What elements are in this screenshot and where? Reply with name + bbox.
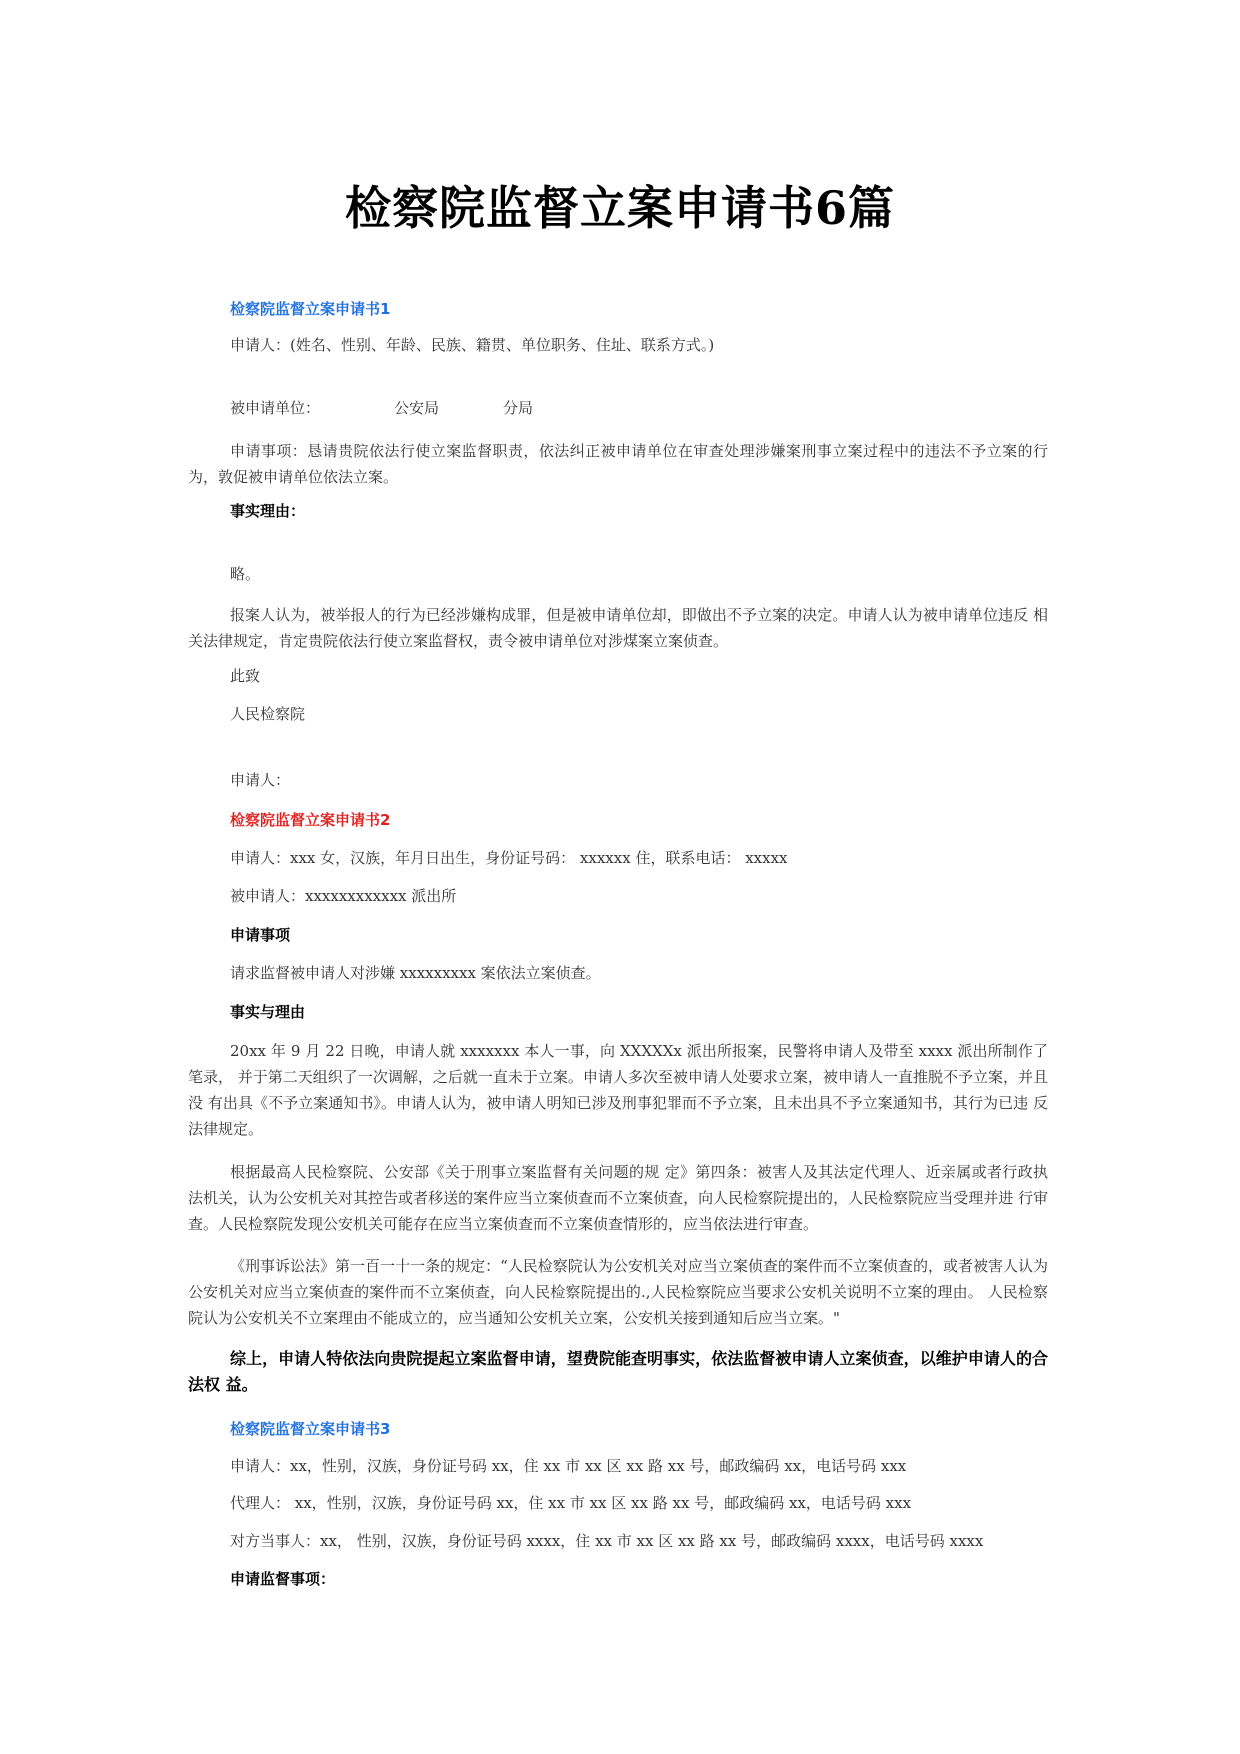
section-3-opposing: 对方当事人：xx， 性别，汉族，身份证号码 xxxx，住 xx 市 xx 区 xx 路 xx 号，邮政编码 xxxx，电话号码 xxxx bbox=[230, 1532, 984, 1550]
respondent-label: 被申请单位： bbox=[230, 399, 321, 417]
section-2-facts-heading: 事实与理由 bbox=[230, 1003, 306, 1021]
section-2-para-3: 《刑事诉讼法》第一百一十一条的规定：“人民检察院认为公安机关对应当立案侦查的案件而不立案侦查的，或者被害人认为公安机关对应当立案侦查的案件而不立案侦查，向人民检察院提出的.,人民检察院应当要求公安机关说明不立案的理由。 人民检察院认为公安机关不立案理由不能成立的，应当通知公安机关立案，公安机关接到通知后应当立案。" bbox=[188, 1257, 1048, 1327]
section-1-closing-1: 此致 bbox=[230, 667, 261, 685]
section-1-facts-brief: 略。 bbox=[230, 565, 261, 583]
section-3-agent: 代理人： xx，性别，汉族，身份证号码 xx，住 xx 市 xx 区 xx 路 xx 号，邮政编码 xx，电话号码 xxx bbox=[230, 1494, 912, 1512]
document-title: 检察院监督立案申请书6篇 bbox=[344, 181, 895, 235]
section-2-matter: 请求监督被申请人对涉嫌 xxxxxxxxx 案依法立案侦查。 bbox=[230, 964, 601, 982]
section-1-respondent bbox=[230, 397, 1050, 419]
respondent-branch: 分局 bbox=[503, 399, 534, 417]
section-2-para-2: 根据最高人民检察院、公安部《关于刑事立案监督有关问题的规 定》第四条：被害人及其法定代理人、近亲属或者行政执 法机关，认为公安机关对其控告或者移送的案件应当立案侦查而不立案侦查，向人民检察院提出的，人民检察院应当受理并进 行审查。人民检察院发现公安机关可能存在应当立案侦查而不立案侦查情形的，应当依法进行审查。 bbox=[188, 1163, 1048, 1233]
section-2-matter-heading: 申请事项 bbox=[230, 926, 291, 944]
section-2-heading: 检察院监督立案申请书2 bbox=[230, 811, 391, 829]
section-2-para-1: 20xx 年 9 月 22 日晚，申请人就 xxxxxxx 本人一事，向 XXXXXx 派出所报案，民警将申请人及带至 xxxx 派出所制作了笔录， 并于第二天组织了一次调解，之后就一直未于立案。申请人多次至被申请人处要求立案，被申请人一直推脱不予立案，并且没 有出具《不予立案通知书》。申请人认为，被申请人明知已涉及刑事犯罪而不予立案，且未出具不予立案通知书，其行为已违 反法律规定。 bbox=[188, 1042, 1048, 1138]
section-3-matter-heading: 申请监督事项： bbox=[230, 1570, 336, 1588]
section-1-facts-text: 报案人认为，被举报人的行为已经涉嫌构成罪，但是被申请单位却，即做出不予立案的决定。申请人认为被申请单位违反 相关法律规定，肯定贵院依法行使立案监督权，责令被申请单位对涉煤案立案侦查。 bbox=[188, 606, 1048, 650]
section-2-applicant: 申请人：xxx 女，汉族，年月日出生，身份证号码： xxxxxx 住，联系电话： xxxxx bbox=[230, 849, 788, 867]
section-1-heading: 检察院监督立案申请书1 bbox=[230, 300, 391, 318]
section-2-para-4: 综上，申请人特依法向贵院提起立案监督申请，望费院能查明事实，依法监督被申请人立案侦查，以维护申请人的合法权 益。 bbox=[188, 1349, 1048, 1394]
section-3-applicant: 申请人：xx，性别，汉族，身份证号码 xx，住 xx 市 xx 区 xx 路 xx 号，邮政编码 xx，电话号码 xxx bbox=[230, 1457, 907, 1475]
section-3-heading: 检察院监督立案申请书3 bbox=[230, 1420, 391, 1438]
respondent-police: 公安局 bbox=[394, 399, 440, 417]
section-1-signature: 申请人： bbox=[230, 771, 291, 789]
section-1-matter: 申请事项：恳请贵院依法行使立案监督职责，依法纠正被申请单位在审查处理涉嫌案刑事立案过程中的违法不予立案的行 为，敦促被申请单位依法立案。 bbox=[188, 442, 1048, 486]
section-2-respondent: 被申请人：xxxxxxxxxxxx 派出所 bbox=[230, 887, 457, 905]
section-1-applicant: 申请人：(姓名、性别、年龄、民族、籍贯、单位职务、住址、联系方式。) bbox=[230, 336, 715, 354]
section-1-facts-heading: 事实理由： bbox=[230, 502, 306, 520]
section-1-closing-2: 人民检察院 bbox=[230, 705, 306, 723]
